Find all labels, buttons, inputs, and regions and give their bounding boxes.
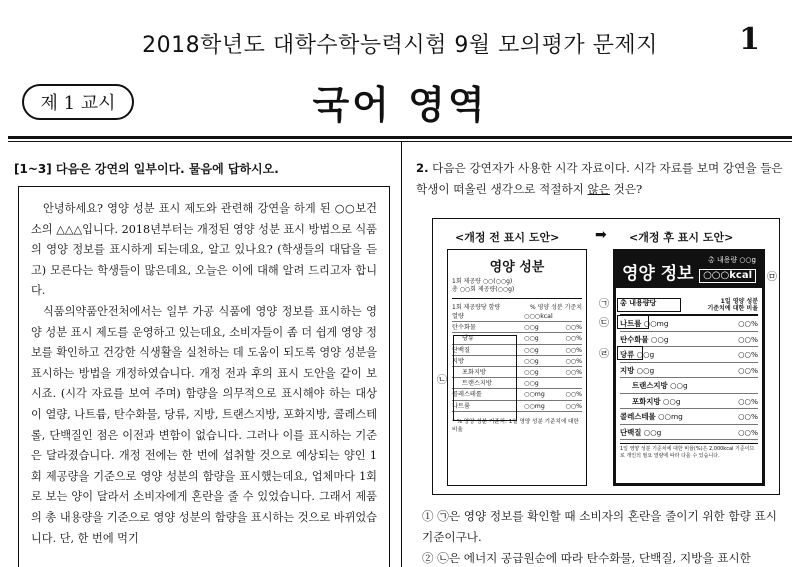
new-row-value: ○○g: [662, 396, 681, 406]
marker-c: ㉢: [599, 318, 609, 329]
new-kcal: ○○○kcal: [699, 269, 756, 283]
old-row-percent: [560, 311, 582, 321]
new-row-percent: ○○%: [738, 319, 758, 328]
choice-1: ① ㉠은 영양 정보를 확인할 때 소비자의 혼란을 줄이기 위한 함량 표시 기준이구나.: [422, 509, 777, 544]
old-row-percent: ○○%: [565, 324, 582, 332]
old-bracket-box: [453, 335, 517, 421]
old-row-percent: ○○%: [565, 391, 582, 399]
new-row-value: ○○g: [670, 381, 688, 390]
new-row-percent: ○○%: [738, 427, 758, 437]
new-table-row: [620, 425, 758, 441]
box-sugar: [617, 346, 643, 360]
new-total-left: 총 내용량당: [620, 299, 657, 307]
old-table-row: [452, 322, 582, 333]
old-row-name: 단백질: [452, 346, 470, 354]
new-rows: [616, 316, 762, 440]
new-row-label: [632, 378, 688, 393]
new-table-row: [620, 363, 758, 379]
new-table-row: [620, 332, 758, 348]
new-row-name: 콜레스테롤: [620, 412, 656, 421]
new-row-value: ○○g: [643, 427, 662, 437]
old-serving-2: 총 ○○회 제공량(○○g): [452, 286, 515, 293]
old-row-name: 나트륨: [452, 402, 470, 410]
new-row-label: [620, 425, 661, 440]
old-row-percent: ○○%: [565, 368, 582, 376]
subject-title: 국어 영역: [312, 83, 488, 127]
question-text-a: 다음은 강연자가 사용한 시각 자료이다. 시각 자료를 보며 강연을 들은 학생이 떠올린 생각으로 적절하지: [416, 161, 783, 196]
passage-paragraph-2: 식품의약품안전처에서는 일부 가공 식품에 영양 정보를 표시하는 영양 성분 표시 제도를 운영하고 있는데요, 소비자들이 좀 더 쉽게 영양 정보를 확인하고 건강한 식생활을 실천하는 데 도움이 되도록 영양 성분을 표시하는 방법을 개정하였습니다. 개정 전과 후의 표시 도안을 같이 보시죠. (시각 자료를 보여 주며) 함량을 의무적으로 표시해야 하는 대상이 열량, 나트륨, 탄수화물, 당류, 지방, 트랜스지방, 포화지방, 콜레스테롤, 단백질인 점은 이전과 변함이 없습니다. 그러나 이를 표시하는 기준은 달라졌습니다. 개정 전에는 한 번에 섭취할 것으로 예상되는 양인 1회 제공량을 기준으로 영양 성분의 함량을 표시했는데요, 업체마다 1회로 보는 양이 달라서 소비자에게 혼란을 줄 수 있었습니다. 그래서 제품의 총 내용량을 기준으로 영양 성분의 함량을 표시하는 것으로 바뀌었습니다. 단, 한 번에 먹기: [31, 304, 377, 545]
passage-box: [18, 186, 390, 567]
old-header-right: % 영양 성분 기준치: [530, 304, 582, 311]
new-total-right-1: 1일 영양 성분: [720, 298, 758, 305]
old-footnote: * % 영양 성분 기준치: 1일 영양 성분 기준치에 대한 비율: [452, 418, 579, 433]
choice-2: ② ㉡은 에너지 공급원순에 따라 탄수화물, 단백질, 지방을 표시한: [422, 551, 751, 565]
box-kcal: [697, 266, 761, 284]
new-label: [613, 249, 765, 486]
old-row-percent: ○○%: [565, 402, 582, 410]
old-row-name: 지방: [452, 357, 464, 365]
marker-a: ㉠: [599, 299, 609, 310]
old-row-percent: [560, 378, 582, 388]
new-row-label: [620, 363, 654, 378]
new-row-name: 지방: [620, 365, 635, 375]
old-row-value: ○○mg: [524, 391, 545, 399]
new-table-row: [620, 409, 758, 425]
new-row-percent: ○○%: [738, 412, 758, 421]
question-number: 2.: [416, 161, 429, 175]
old-header-left: 1회 제공량당 함량: [452, 304, 501, 311]
new-row-label: [632, 394, 681, 409]
marker-e: ㉤: [767, 272, 777, 283]
box-sodium: [617, 315, 649, 329]
marker-b: ㉡: [437, 375, 447, 386]
column-divider: [401, 142, 402, 567]
box-total: [617, 298, 681, 312]
old-header: [452, 298, 582, 311]
visual-material: [432, 218, 780, 495]
old-title: 영양 성분: [489, 260, 545, 275]
old-row-name: 당류: [462, 335, 474, 343]
exam-title: 2018학년도 대학수학능력시험 9월 모의평가 문제지: [142, 33, 658, 58]
period-label: 제 1 교시: [40, 93, 116, 114]
new-row-value: ○○g: [650, 334, 669, 344]
new-row-name: 탄수화물: [620, 334, 649, 344]
answer-choices: [422, 506, 788, 567]
new-total-right: [707, 298, 758, 312]
old-row-name: 탄수화물: [452, 324, 476, 332]
old-row-name: 열량: [452, 313, 464, 320]
new-row-value: ○○mg: [643, 319, 669, 328]
new-table-row: [620, 394, 758, 410]
after-label: <개정 후 표시 도안>: [629, 231, 734, 244]
header-rule-thick: [8, 136, 792, 139]
new-total-right-2: 기준치에 대한 비율: [707, 305, 758, 312]
page-number: 1: [739, 22, 760, 57]
header-rule-thin: [8, 141, 792, 142]
new-row-percent: ○○%: [738, 396, 758, 406]
old-row-name: 트랜스지방: [462, 380, 492, 388]
new-row-label: [620, 409, 683, 424]
new-row-percent: ○○%: [738, 365, 758, 375]
arrow-icon: ➡: [595, 227, 607, 243]
new-row-value: ○○mg: [658, 412, 683, 421]
question-underlined: 않은: [587, 182, 610, 196]
passage-paragraph-1: 안녕하세요? 영양 성분 표시 제도와 관련해 강연을 하게 된 ○○보건소의 △△△입니다. 2018년부터는 개정된 영양 성분 표시 방법으로 식품의 영양 정보를 표시하게 되는데요, 알고 있나요? (학생들의 대답을 듣고) 모른다는 학생들이 많은데요, 오늘은 이에 대해 알려 드리고자 합니다.: [31, 202, 377, 298]
new-row-name: 포화지방: [632, 396, 661, 406]
new-row-name: 나트륨: [620, 319, 642, 328]
old-table-row: [452, 311, 582, 322]
new-footnote: 1일 영양 성분 기준치에 대한 비율(%)은 2,000kcal 기준이므로 개인의 필요 열량에 따라 다를 수 있습니다.: [620, 443, 758, 459]
old-row-value: ○○g: [524, 346, 539, 354]
new-row-value: ○○g: [636, 350, 655, 359]
new-row-name: 트랜스지방: [632, 381, 668, 390]
old-row-value: ○○mg: [524, 402, 545, 410]
new-table-row: [620, 378, 758, 394]
old-row-value: ○○g: [524, 324, 539, 332]
question-text-b: 것은?: [609, 182, 643, 196]
old-row-value: ○○g: [524, 335, 539, 343]
old-row-percent: ○○%: [565, 357, 582, 365]
old-serving: [452, 278, 582, 294]
before-label: <개정 전 표시 도안>: [455, 231, 560, 244]
old-row-value: ○○g: [524, 357, 539, 365]
old-row-name: 포화지방: [462, 368, 486, 376]
new-row-value: ○○g: [636, 365, 655, 375]
new-row-name: 당류: [620, 350, 635, 359]
passage-instruction: [1~3] 다음은 강연의 일부이다. 물음에 답하시오.: [14, 162, 279, 176]
old-row-value: ○○○kcal: [524, 313, 553, 320]
new-row-label: [620, 332, 669, 347]
marker-d: ㉣: [599, 349, 609, 360]
old-row-percent: ○○%: [565, 335, 582, 343]
new-row-percent: ○○%: [738, 350, 758, 359]
old-row-value: ○○g: [524, 368, 539, 376]
old-row-percent: ○○%: [565, 346, 582, 354]
old-serving-1: 1회 제공량 ○○(○○g): [452, 278, 513, 285]
new-content: 총 내용량 ○○g: [707, 256, 756, 264]
old-row-value: ○○g: [524, 380, 539, 388]
new-row-name: 단백질: [620, 427, 642, 437]
new-title: 영양 정보: [622, 264, 694, 284]
question-2: [416, 158, 788, 200]
new-row-percent: ○○%: [738, 334, 758, 344]
old-row-name: 콜레스테롤: [452, 391, 482, 399]
